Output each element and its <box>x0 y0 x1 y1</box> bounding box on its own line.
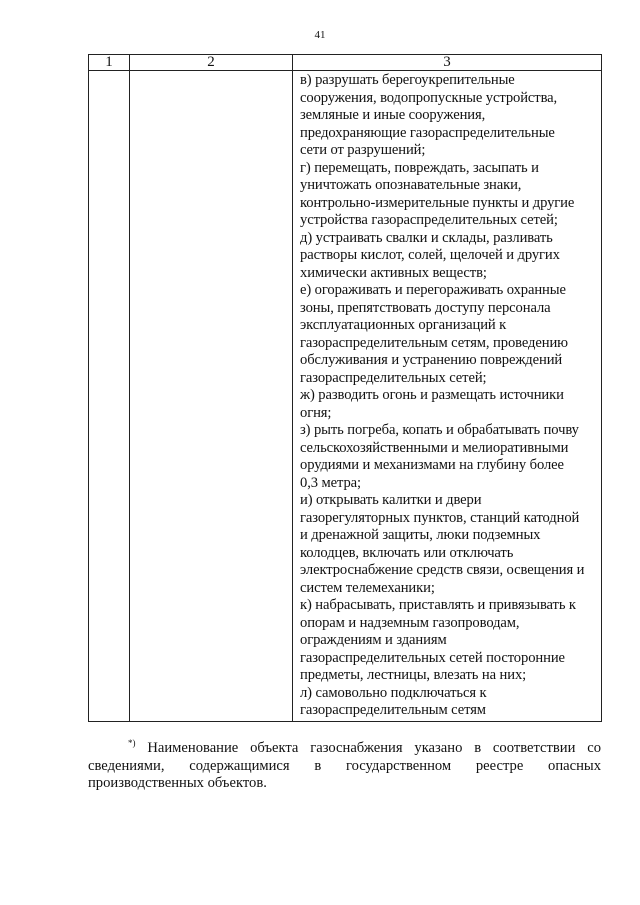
footnote-line: производственных объектов. <box>88 775 267 791</box>
text-line: г) перемещать, повреждать, засыпать и <box>300 159 539 176</box>
table-cell-col1 <box>89 71 130 722</box>
text-line: сети от разрушений; <box>300 142 426 158</box>
text-line: сельскохозяйственными и мелиоративными <box>300 439 569 456</box>
text-line: зоны, препятствовать доступу персонала <box>300 299 551 316</box>
text-line: ж) разводить огонь и размещать источники <box>300 387 564 403</box>
footnote-text: Наименование объекта газоснабжения указано в соответствии со <box>147 740 601 756</box>
page-number: 41 <box>314 29 326 41</box>
footnote-line <box>88 740 601 758</box>
text-line: газораспределительным сетям, проведению <box>300 334 568 351</box>
text-line: систем телемеханики; <box>300 579 435 596</box>
text-line: уничтожать опознавательные знаки, <box>300 177 522 193</box>
footnote-mark: *) <box>128 738 136 748</box>
text-line: колодцев, включать или отключать <box>300 544 514 561</box>
text-line: химически активных веществ; <box>300 264 487 281</box>
text-line: е) огораживать и перегораживать охранные <box>300 282 566 298</box>
text-line: 0,3 метра; <box>300 474 361 491</box>
text-line: эксплуатационных организаций к <box>300 317 507 333</box>
text-line: предохраняющие газораспределительные <box>300 124 555 141</box>
text-line: газораспределительным сетям <box>300 702 486 718</box>
text-line: предметы, лестницы, влезать на них; <box>300 667 527 683</box>
column-header-2: 2 <box>130 55 293 71</box>
text-line: контрольно-измерительные пункты и другие <box>300 194 575 211</box>
text-line: обслуживания и устранению повреждений <box>300 352 563 368</box>
text-line: опорам и надземным газопроводам, <box>300 614 520 631</box>
table-cell-col3 <box>293 71 602 722</box>
text-line: д) устраивать свалки и склады, разливать <box>300 229 553 246</box>
text-line: газораспределительных сетей посторонние <box>300 649 565 666</box>
text-line: орудиями и механизмами на глубину более <box>300 457 564 473</box>
text-line: л) самовольно подключаться к <box>300 684 487 701</box>
text-line: растворы кислот, солей, щелочей и других <box>300 247 560 263</box>
text-line: огня; <box>300 404 332 421</box>
footnote-line: сведениями, содержащимися в государственном реестре опасных <box>88 757 601 774</box>
restrictions-table <box>88 54 602 722</box>
text-line: з) рыть погреба, копать и обрабатывать почву <box>300 422 579 438</box>
text-line: газорегуляторных пунктов, станций катодной <box>300 509 580 526</box>
table-header-row <box>89 55 602 71</box>
text-line: газораспределительных сетей; <box>300 369 487 386</box>
text-line: и дренажной защиты, люки подземных <box>300 527 541 543</box>
text-line: земляные и иные сооружения, <box>300 107 486 123</box>
text-line: к) набрасывать, приставлять и привязывать к <box>300 597 576 613</box>
column-header-1: 1 <box>89 55 130 71</box>
text-line: в) разрушать берегоукрепительные <box>300 72 515 88</box>
text-line: ограждениям и зданиям <box>300 632 447 648</box>
text-line: устройства газораспределительных сетей; <box>300 212 558 228</box>
table-row <box>89 71 602 722</box>
table-cell-col2 <box>130 71 293 722</box>
text-line: сооружения, водопропускные устройства, <box>300 89 558 106</box>
footnote <box>88 740 601 793</box>
text-line: и) открывать калитки и двери <box>300 492 482 508</box>
column-header-3: 3 <box>293 55 602 71</box>
text-line: электроснабжение средств связи, освещения и <box>300 562 585 578</box>
